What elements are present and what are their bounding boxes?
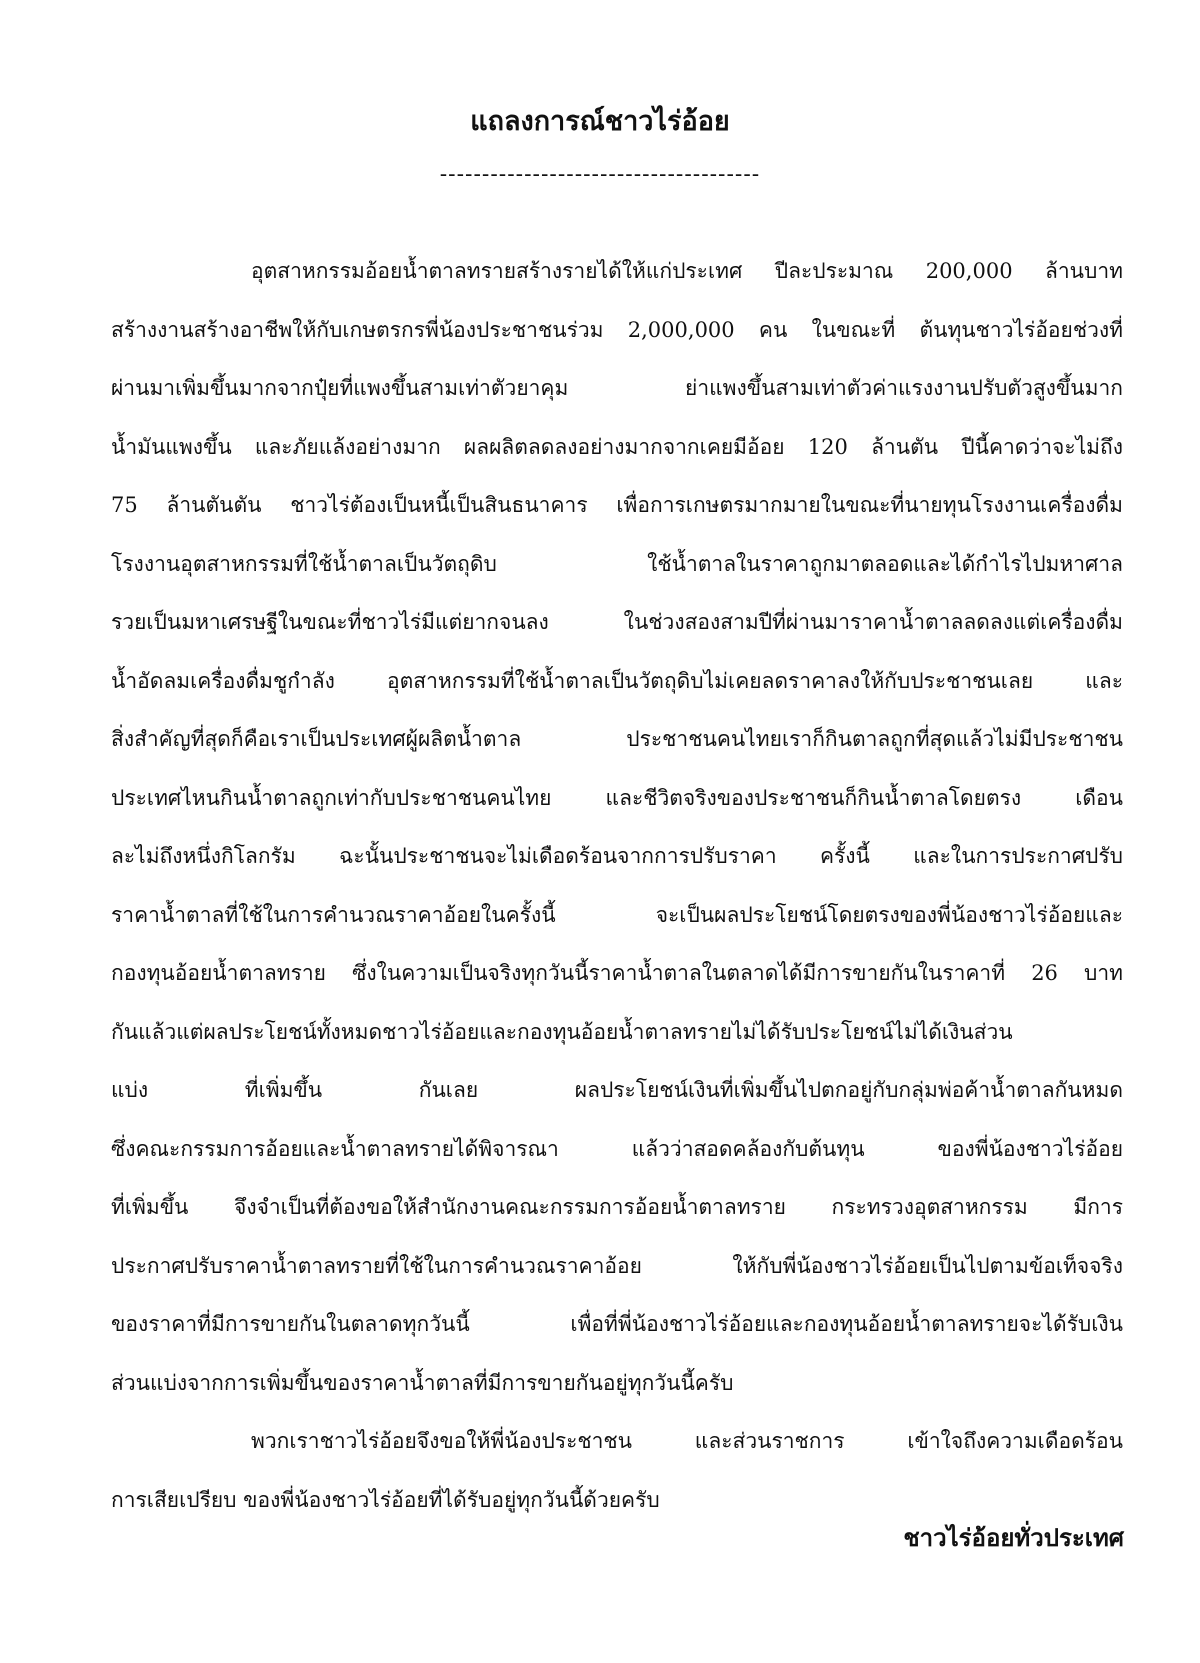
paragraph-1-line: ของราคาที่มีการขายกันในตลาดทุกวันนี้ เพื่อที่พี่น้องชาวไร่อ้อยและกองทุนอ้อยน้ำตาลทรายจะได้รับเงิน xyxy=(111,1312,1123,1336)
paragraph-1-line: ราคาน้ำตาลที่ใช้ในการคำนวณราคาอ้อยในครั้งนี้ จะเป็นผลประโยชน์โดยตรงของพี่น้องชาวไร่อ้อยและ xyxy=(111,902,1123,927)
document-body xyxy=(111,242,1123,1529)
paragraph-1-line: ซึ่งคณะกรรมการอ้อยและน้ำตาลทรายได้พิจารณา แล้วว่าสอดคล้องกับต้นทุน ของพี่น้องชาวไร่อ้อย xyxy=(111,1136,1123,1161)
paragraph-1-line: แบ่ง ที่เพิ่มขึ้น กันเลย ผลประโยชน์เงินที่เพิ่มขึ้นไปตกอยู่กับกลุ่มพ่อค้าน้ำตาลกันหมด xyxy=(111,1078,1123,1102)
paragraph-1-line: กันแล้วแต่ผลประโยชน์ทั้งหมดชาวไร่อ้อยและกองทุนอ้อยน้ำตาลทรายไม่ได้รับประโยชน์ไม่ได้เงินส่วน xyxy=(111,1019,1013,1044)
paragraph-1-line: ประกาศปรับราคาน้ำตาลทรายที่ใช้ในการคำนวณราคาอ้อย ให้กับพี่น้องชาวไร่อ้อยเป็นไปตามข้อเท็จจริง xyxy=(111,1253,1123,1278)
paragraph-1-line: รวยเป็นมหาเศรษฐีในขณะที่ชาวไร่มีแต่ยากจนลง ในช่วงสองสามปีที่ผ่านมาราคาน้ำตาลลดลงแต่เครื่องดื่ม xyxy=(111,610,1123,634)
paragraph-1-line: ส่วนแบ่งจากการเพิ่มขึ้นของราคาน้ำตาลที่มีการขายกันอยู่ทุกวันนี้ครับ xyxy=(111,1370,734,1395)
title-divider: -------------------------------------- xyxy=(439,162,761,187)
paragraph-1-line: สิ่งสำคัญที่สุดก็คือเราเป็นประเทศผู้ผลิตน้ำตาล ประชาชนคนไทยเราก็กินตาลถูกที่สุดแล้วไม่มีประชาชน xyxy=(111,727,1123,751)
paragraph-1-line: ละไม่ถึงหนึ่งกิโลกรัม ฉะนั้นประชาชนจะไม่เดือดร้อนจากการปรับราคา ครั้งนี้ และในการประกาศปรับ xyxy=(111,844,1123,868)
paragraph-1-line: ประเทศไหนกินน้ำตาลถูกเท่ากับประชาชนคนไทย และชีวิตจริงของประชาชนก็กินน้ำตาลโดยตรง เดือน xyxy=(111,785,1123,810)
paragraph-1-line: อุตสาหกรรมอ้อยน้ำตาลทรายสร้างรายได้ให้แก่ประเทศ ปีละประมาณ 200,000 ล้านบาท xyxy=(251,259,1123,283)
paragraph-1-line: ที่เพิ่มขึ้น จึงจำเป็นที่ต้องขอให้สำนักงานคณะกรรมการอ้อยน้ำตาลทราย กระทรวงอุตสาหกรรม มีการ xyxy=(111,1195,1123,1219)
signature: ชาวไร่อ้อยทั่วประเทศ xyxy=(903,1523,1124,1552)
paragraph-1-line: โรงงานอุตสาหกรรมที่ใช้น้ำตาลเป็นวัตถุดิบ ใช้น้ำตาลในราคาถูกมาตลอดและได้กำไรไปมหาศาล xyxy=(111,551,1123,576)
paragraph-1-line: น้ำมันแพงขึ้น และภัยแล้งอย่างมาก ผลผลิตลดลงอย่างมากจากเคยมีอ้อย 120 ล้านตัน ปีนี้คาดว่าจะไม่ถึง xyxy=(111,434,1123,459)
paragraph-1-line: น้ำอัดลมเครื่องดื่มชูกำลัง อุตสาหกรรมที่ใช้น้ำตาลเป็นวัตถุดิบไม่เคยลดราคาลงให้กับประชาชนเลย และ xyxy=(111,668,1123,693)
paragraph-1-line: กองทุนอ้อยน้ำตาลทราย ซึ่งในความเป็นจริงทุกวันนี้ราคาน้ำตาลในตลาดได้มีการขายกันในราคาที่ 26 บาท xyxy=(111,961,1123,985)
paragraph-2-line: การเสียเปรียบ ของพี่น้องชาวไร่อ้อยที่ได้รับอยู่ทุกวันนี้ด้วยครับ xyxy=(111,1487,660,1512)
paragraph-1-line: ผ่านมาเพิ่มขึ้นมากจากปุ๋ยที่แพงขึ้นสามเท่าตัวยาคุม ย่าแพงขึ้นสามเท่าตัวค่าแรงงานปรับตัวสูงขึ้นมาก xyxy=(111,376,1123,400)
paragraph-1-line: สร้างงานสร้างอาชีพให้กับเกษตรกรพี่น้องประชาชนร่วม 2,000,000 คน ในขณะที่ ต้นทุนชาวไร่อ้อยช่วงที่ xyxy=(111,317,1123,342)
document-title: แถลงการณ์ชาวไร่อ้อย xyxy=(470,106,730,137)
paragraph-1-line: 75 ล้านตันตัน ชาวไร่ต้องเป็นหนี้เป็นสินธนาคาร เพื่อการเกษตรมากมายในขณะที่นายทุนโรงงานเครื่องดื่ม xyxy=(111,493,1123,517)
paragraph-2-line: พวกเราชาวไร่อ้อยจึงขอให้พี่น้องประชาชน และส่วนราชการ เข้าใจถึงความเดือดร้อน xyxy=(251,1429,1123,1453)
